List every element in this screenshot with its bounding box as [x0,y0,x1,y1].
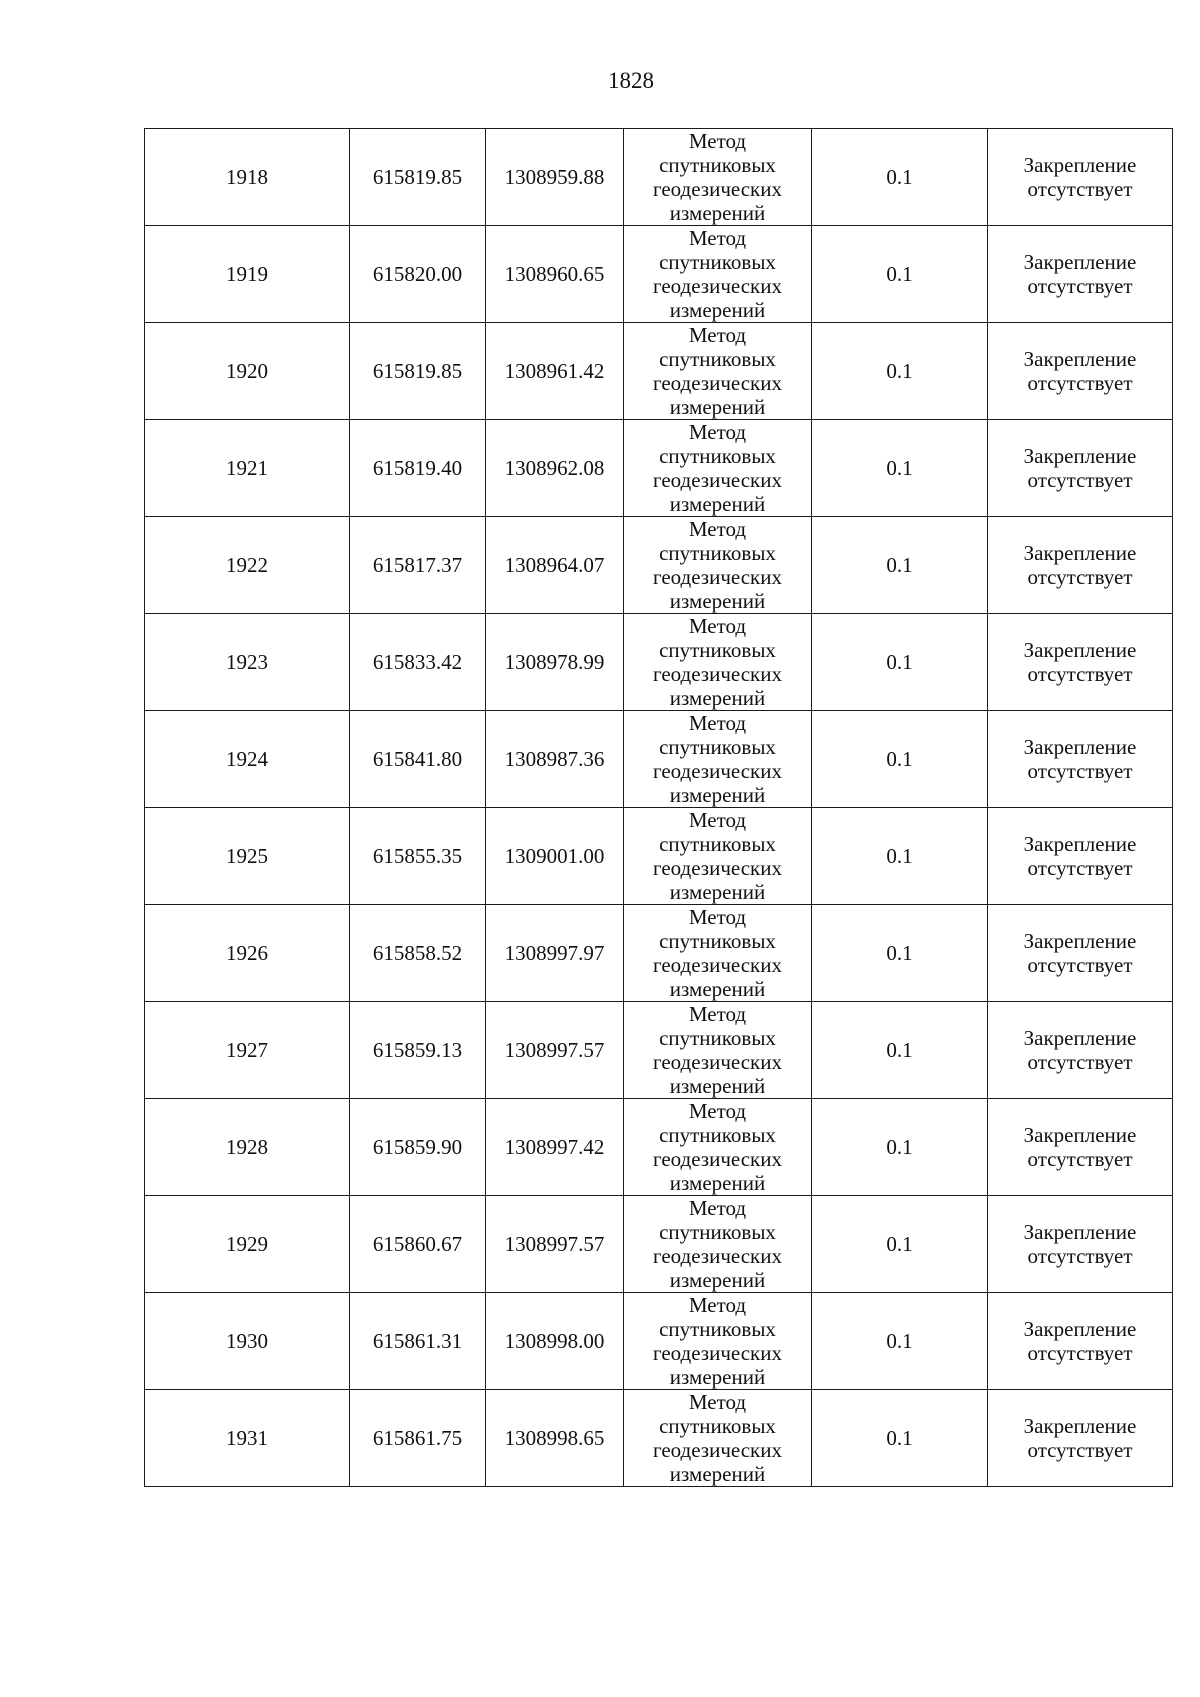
method-line: Метод [688,614,747,638]
fixing-line: Закрепление [1023,638,1137,662]
x-coordinate-cell: 615861.75 [350,1390,486,1487]
y-coordinate-cell: 1309001.00 [486,808,624,905]
x-coordinate-cell: 615819.85 [350,323,486,420]
x-coordinate-cell: 615841.80 [350,711,486,808]
method-cell [624,1390,812,1487]
fixing-cell [988,1293,1173,1390]
fixing-cell [988,420,1173,517]
method-line: геодезических [652,662,782,686]
fixing-cell [988,1099,1173,1196]
method-line: спутниковых [659,541,776,565]
precision-cell: 0.1 [812,226,988,323]
y-coordinate-cell: 1308987.36 [486,711,624,808]
point-number-cell: 1926 [145,905,350,1002]
method-cell [624,1002,812,1099]
table-row [145,1390,1173,1487]
point-number-cell: 1925 [145,808,350,905]
precision-cell: 0.1 [812,905,988,1002]
method-line: Метод [688,517,747,541]
fixing-line: отсутствует [1027,1244,1133,1268]
y-coordinate-cell: 1308960.65 [486,226,624,323]
method-line: измерений [669,1074,766,1098]
table-row [145,711,1173,808]
precision-cell: 0.1 [812,323,988,420]
fixing-line: Закрепление [1023,153,1137,177]
fixing-line: Закрепление [1023,1414,1137,1438]
method-cell [624,1196,812,1293]
fixing-cell [988,1390,1173,1487]
fixing-line: Закрепление [1023,832,1137,856]
x-coordinate-cell: 615819.40 [350,420,486,517]
precision-cell: 0.1 [812,1002,988,1099]
precision-cell: 0.1 [812,1390,988,1487]
fixing-line: Закрепление [1023,541,1137,565]
point-number-cell: 1931 [145,1390,350,1487]
fixing-line: отсутствует [1027,1341,1133,1365]
method-line: геодезических [652,1341,782,1365]
method-line: Метод [688,129,747,153]
fixing-line: Закрепление [1023,347,1137,371]
method-line: Метод [688,1390,747,1414]
method-cell [624,323,812,420]
precision-cell: 0.1 [812,808,988,905]
y-coordinate-cell: 1308997.57 [486,1196,624,1293]
y-coordinate-cell: 1308978.99 [486,614,624,711]
fixing-line: отсутствует [1027,274,1133,298]
y-coordinate-cell: 1308959.88 [486,129,624,226]
method-line: измерений [669,298,766,322]
fixing-line: отсутствует [1027,1147,1133,1171]
point-number-cell: 1927 [145,1002,350,1099]
fixing-line: Закрепление [1023,1026,1137,1050]
precision-cell: 0.1 [812,1293,988,1390]
fixing-line: отсутствует [1027,1050,1133,1074]
method-line: спутниковых [659,735,776,759]
y-coordinate-cell: 1308997.42 [486,1099,624,1196]
fixing-cell [988,808,1173,905]
x-coordinate-cell: 615861.31 [350,1293,486,1390]
fixing-line: Закрепление [1023,929,1137,953]
method-line: геодезических [652,1147,782,1171]
method-line: спутниковых [659,1123,776,1147]
x-coordinate-cell: 615859.90 [350,1099,486,1196]
method-line: спутниковых [659,444,776,468]
fixing-line: отсутствует [1027,1438,1133,1462]
fixing-line: Закрепление [1023,1123,1137,1147]
method-cell [624,420,812,517]
precision-cell: 0.1 [812,420,988,517]
method-cell [624,129,812,226]
method-line: Метод [688,226,747,250]
method-line: измерений [669,1365,766,1389]
page-number: 1828 [608,68,654,93]
table-row [145,614,1173,711]
y-coordinate-cell: 1308961.42 [486,323,624,420]
table-row [145,1293,1173,1390]
table-row [145,1196,1173,1293]
point-number-cell: 1930 [145,1293,350,1390]
fixing-line: отсутствует [1027,371,1133,395]
y-coordinate-cell: 1308997.57 [486,1002,624,1099]
y-coordinate-cell: 1308962.08 [486,420,624,517]
method-line: Метод [688,1196,747,1220]
method-line: Метод [688,711,747,735]
x-coordinate-cell: 615860.67 [350,1196,486,1293]
fixing-cell [988,711,1173,808]
method-line: спутниковых [659,929,776,953]
fixing-cell [988,323,1173,420]
fixing-cell [988,905,1173,1002]
x-coordinate-cell: 615859.13 [350,1002,486,1099]
point-number-cell: 1928 [145,1099,350,1196]
point-number-cell: 1919 [145,226,350,323]
method-line: спутниковых [659,832,776,856]
method-line: измерений [669,1171,766,1195]
fixing-cell [988,226,1173,323]
method-line: геодезических [652,759,782,783]
fixing-line: Закрепление [1023,250,1137,274]
table-row [145,226,1173,323]
x-coordinate-cell: 615855.35 [350,808,486,905]
fixing-cell [988,1196,1173,1293]
point-number-cell: 1922 [145,517,350,614]
precision-cell: 0.1 [812,517,988,614]
fixing-line: отсутствует [1027,177,1133,201]
method-line: измерений [669,589,766,613]
fixing-line: отсутствует [1027,468,1133,492]
method-cell [624,808,812,905]
method-cell [624,1099,812,1196]
method-line: геодезических [652,1244,782,1268]
x-coordinate-cell: 615858.52 [350,905,486,1002]
method-line: измерений [669,395,766,419]
precision-cell: 0.1 [812,614,988,711]
method-line: Метод [688,323,747,347]
method-line: спутниковых [659,638,776,662]
method-line: Метод [688,808,747,832]
method-line: Метод [688,905,747,929]
point-number-cell: 1924 [145,711,350,808]
method-line: спутниковых [659,250,776,274]
precision-cell: 0.1 [812,1099,988,1196]
precision-cell: 0.1 [812,711,988,808]
method-line: измерений [669,201,766,225]
y-coordinate-cell: 1308964.07 [486,517,624,614]
table-body [145,129,1173,1487]
table-row [145,1002,1173,1099]
method-line: спутниковых [659,347,776,371]
fixing-line: Закрепление [1023,1317,1137,1341]
method-line: геодезических [652,274,782,298]
fixing-cell [988,129,1173,226]
fixing-cell [988,1002,1173,1099]
x-coordinate-cell: 615817.37 [350,517,486,614]
method-cell [624,1293,812,1390]
method-line: Метод [688,420,747,444]
point-number-cell: 1918 [145,129,350,226]
method-line: спутниковых [659,1026,776,1050]
point-number-cell: 1923 [145,614,350,711]
x-coordinate-cell: 615819.85 [350,129,486,226]
method-line: геодезических [652,856,782,880]
fixing-line: Закрепление [1023,735,1137,759]
method-line: геодезических [652,468,782,492]
method-cell [624,614,812,711]
method-line: Метод [688,1293,747,1317]
method-line: измерений [669,880,766,904]
point-number-cell: 1929 [145,1196,350,1293]
point-number-cell: 1921 [145,420,350,517]
fixing-line: отсутствует [1027,953,1133,977]
table-row [145,517,1173,614]
coordinates-table [144,128,1173,1487]
fixing-cell [988,614,1173,711]
method-line: спутниковых [659,1317,776,1341]
y-coordinate-cell: 1308997.97 [486,905,624,1002]
table-row [145,129,1173,226]
fixing-line: отсутствует [1027,565,1133,589]
point-number-cell: 1920 [145,323,350,420]
fixing-line: отсутствует [1027,856,1133,880]
method-line: геодезических [652,177,782,201]
method-line: измерений [669,1268,766,1292]
fixing-line: Закрепление [1023,444,1137,468]
method-line: Метод [688,1002,747,1026]
precision-cell: 0.1 [812,1196,988,1293]
method-line: измерений [669,977,766,1001]
table-row [145,1099,1173,1196]
table-row [145,420,1173,517]
method-cell [624,711,812,808]
method-line: измерений [669,1462,766,1486]
method-line: спутниковых [659,1220,776,1244]
method-line: геодезических [652,953,782,977]
method-line: геодезических [652,1438,782,1462]
method-cell [624,517,812,614]
method-cell [624,226,812,323]
method-line: Метод [688,1099,747,1123]
method-line: геодезических [652,565,782,589]
fixing-line: отсутствует [1027,759,1133,783]
method-line: спутниковых [659,153,776,177]
y-coordinate-cell: 1308998.65 [486,1390,624,1487]
method-line: измерений [669,492,766,516]
precision-cell: 0.1 [812,129,988,226]
method-line: геодезических [652,1050,782,1074]
table-row [145,905,1173,1002]
table-row [145,808,1173,905]
table-row [145,323,1173,420]
fixing-cell [988,517,1173,614]
method-cell [624,905,812,1002]
x-coordinate-cell: 615820.00 [350,226,486,323]
method-line: геодезических [652,371,782,395]
method-line: измерений [669,686,766,710]
method-line: измерений [669,783,766,807]
method-line: спутниковых [659,1414,776,1438]
fixing-line: Закрепление [1023,1220,1137,1244]
y-coordinate-cell: 1308998.00 [486,1293,624,1390]
x-coordinate-cell: 615833.42 [350,614,486,711]
fixing-line: отсутствует [1027,662,1133,686]
